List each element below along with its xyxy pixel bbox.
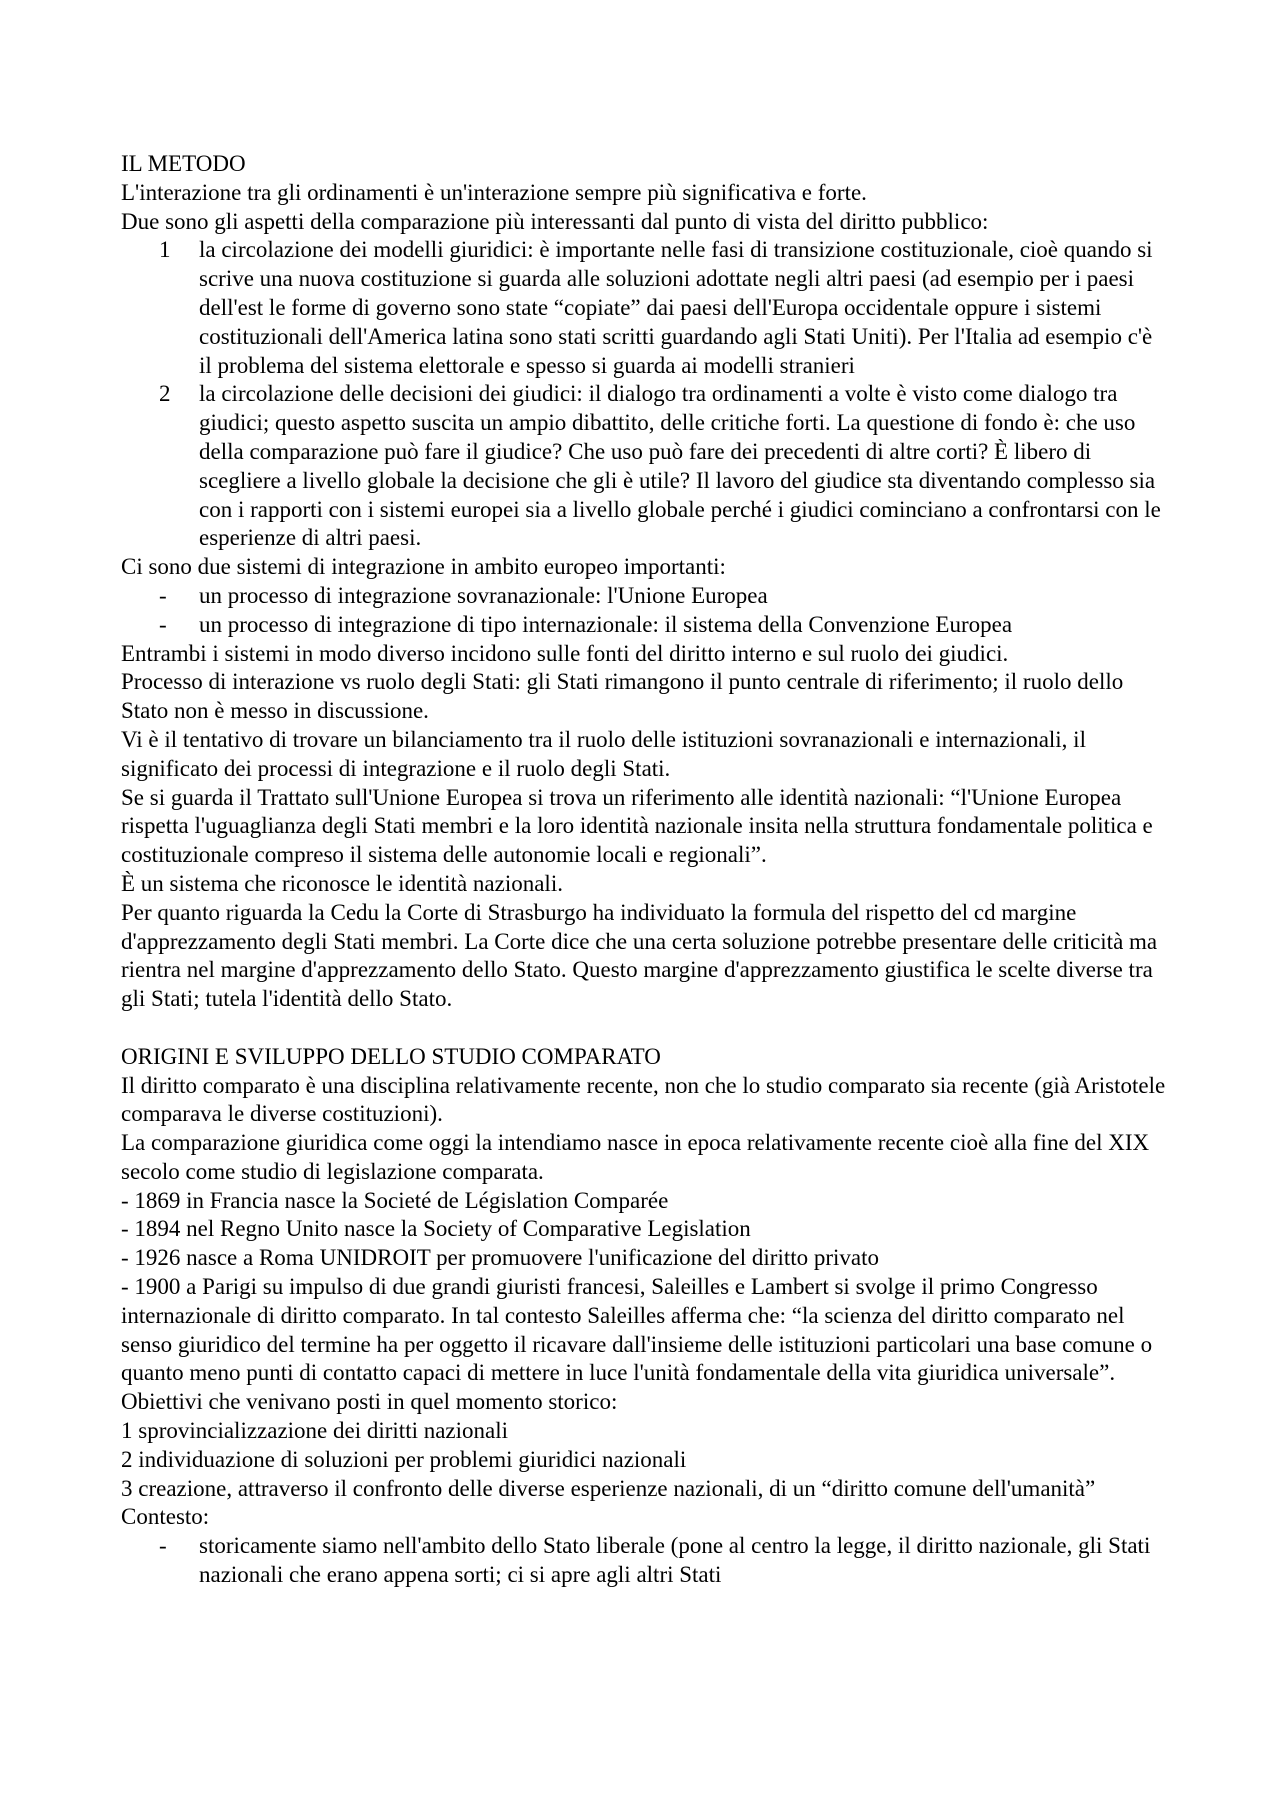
list-item-text: un processo di integrazione sovranazionale: l'Unione Europea	[199, 582, 768, 608]
paragraph: È un sistema che riconosce le identità nazionali.	[121, 870, 563, 896]
list-item-text: la circolazione dei modelli giuridici: è importante nelle fasi di transizione costituzionale, cioè quando si scrive una nuova costituzione si guarda alle soluzioni adottate negli altri paesi (ad esempio per i paesi dell'est le forme di governo sono state “copiate” dai paesi dell'Europa occidentale oppure i sistemi costituzionali dell'America latina sono stati scritti guardando agli Stati Uniti). Per l'Italia ad esempio c'è il problema del sistema elettorale e spesso si guarda ai modelli stranieri	[199, 237, 1153, 378]
timeline-entry: - 1894 nel Regno Unito nasce la Society of Comparative Legislation	[121, 1216, 751, 1242]
paragraph: Processo di interazione vs ruolo degli Stati: gli Stati rimangono il punto centrale di riferimento; il ruolo dello Stato non è messo in discussione.	[121, 669, 1124, 724]
paragraph: Obiettivi che venivano posti in quel momento storico:	[121, 1389, 618, 1415]
timeline-entry: - 1926 nasce a Roma UNIDROIT per promuovere l'unificazione del diritto privato	[121, 1245, 880, 1271]
paragraph: L'interazione tra gli ordinamenti è un'interazione sempre più significativa e forte.	[121, 179, 867, 205]
list-marker: 1	[159, 237, 171, 263]
paragraph: Vi è il tentativo di trovare un bilanciamento tra il ruolo delle istituzioni sovranazionali e internazionali, il significato dei processi di integrazione e il ruolo degli Stati.	[121, 726, 1086, 781]
objective-line: 1 sprovincializzazione dei diritti nazionali	[121, 1418, 509, 1444]
paragraph: Il diritto comparato è una disciplina relativamente recente, non che lo studio comparato sia recente (già Aristotele comparava le diverse costituzioni).	[121, 1072, 1166, 1127]
section-heading: IL METODO	[121, 151, 246, 176]
list-marker: -	[159, 582, 167, 608]
list-item-text: la circolazione delle decisioni dei giudici: il dialogo tra ordinamenti a volte è visto come dialogo tra giudici; questo aspetto suscita un ampio dibattito, delle critiche forti. La questione di fondo è: che uso della comparazione può fare il giudice? Che uso può fare dei precedenti di altre corti? È libero di scegliere a livello globale la decisione che gli è utile? Il lavoro del giudice sta diventando complesso sia con i rapporti con i sistemi europei sia a livello globale perché i giudici cominciano a confrontarsi con le esperienze di altri paesi.	[199, 381, 1161, 551]
list-marker: -	[159, 611, 167, 637]
paragraph: Se si guarda il Trattato sull'Unione Europea si trova un riferimento alle identità nazionali: “l'Unione Europea rispetta l'uguaglianza degli Stati membri e la loro identità nazionale insita nella struttura fondamentale politica e costituzionale compreso il sistema delle autonomie locali e regionali”.	[121, 784, 1153, 868]
objective-line: 3 creazione, attraverso il confronto delle diverse esperienze nazionali, di un “diritto comune dell'umanità”	[121, 1475, 1096, 1501]
list-marker: 2	[159, 381, 171, 407]
paragraph: Contesto:	[121, 1504, 210, 1530]
timeline-entry: - 1869 in Francia nasce la Societé de Législation Comparée	[121, 1187, 669, 1213]
paragraph: Per quanto riguarda la Cedu la Corte di Strasburgo ha individuato la formula del rispetto del cd margine d'apprezzamento degli Stati membri. La Corte dice che una certa soluzione potrebbe presentare delle criticità ma rientra nel margine d'apprezzamento dello Stato. Questo margine d'apprezzamento giustifica le scelte diverse tra gli Stati; tutela l'identità dello Stato.	[121, 899, 1158, 1012]
paragraph: Ci sono due sistemi di integrazione in ambito europeo importanti:	[121, 554, 726, 580]
bullet-item	[121, 582, 1170, 611]
paragraph: Due sono gli aspetti della comparazione più interessanti dal punto di vista del diritto pubblico:	[121, 208, 989, 234]
list-marker: -	[159, 1533, 167, 1559]
section-heading: ORIGINI E SVILUPPO DELLO STUDIO COMPARATO	[121, 1043, 661, 1069]
numbered-item	[121, 236, 1170, 380]
list-item-text: un processo di integrazione di tipo internazionale: il sistema della Convenzione Europea	[199, 611, 1013, 637]
paragraph: Entrambi i sistemi in modo diverso incidono sulle fonti del diritto interno e sul ruolo dei giudici.	[121, 640, 1009, 666]
paragraph: La comparazione giuridica come oggi la intendiamo nasce in epoca relativamente recente cioè alla fine del XIX secolo come studio di legislazione comparata.	[121, 1130, 1150, 1184]
bullet-item	[121, 611, 1170, 640]
list-item-text: storicamente siamo nell'ambito dello Stato liberale (pone al centro la legge, il diritto nazionale, gli Stati nazionali che erano appena sorti; ci si apre agli altri Stati	[199, 1533, 1151, 1588]
objective-line: 2 individuazione di soluzioni per problemi giuridici nazionali	[121, 1446, 687, 1472]
numbered-item	[121, 380, 1170, 553]
blank-line	[121, 1014, 1170, 1043]
bullet-item	[121, 1532, 1170, 1590]
timeline-entry: - 1900 a Parigi su impulso di due grandi giuristi francesi, Saleilles e Lambert si svolge il primo Congresso internazionale di diritto comparato. In tal contesto Saleilles afferma che: “la scienza del diritto comparato nel senso giuridico del termine ha per oggetto il ricavare dall'insieme delle istituzioni particolari una base comune o quanto meno punti di contatto capaci di mettere in luce l'unità fondamentale della vita giuridica universale”.	[121, 1274, 1153, 1386]
